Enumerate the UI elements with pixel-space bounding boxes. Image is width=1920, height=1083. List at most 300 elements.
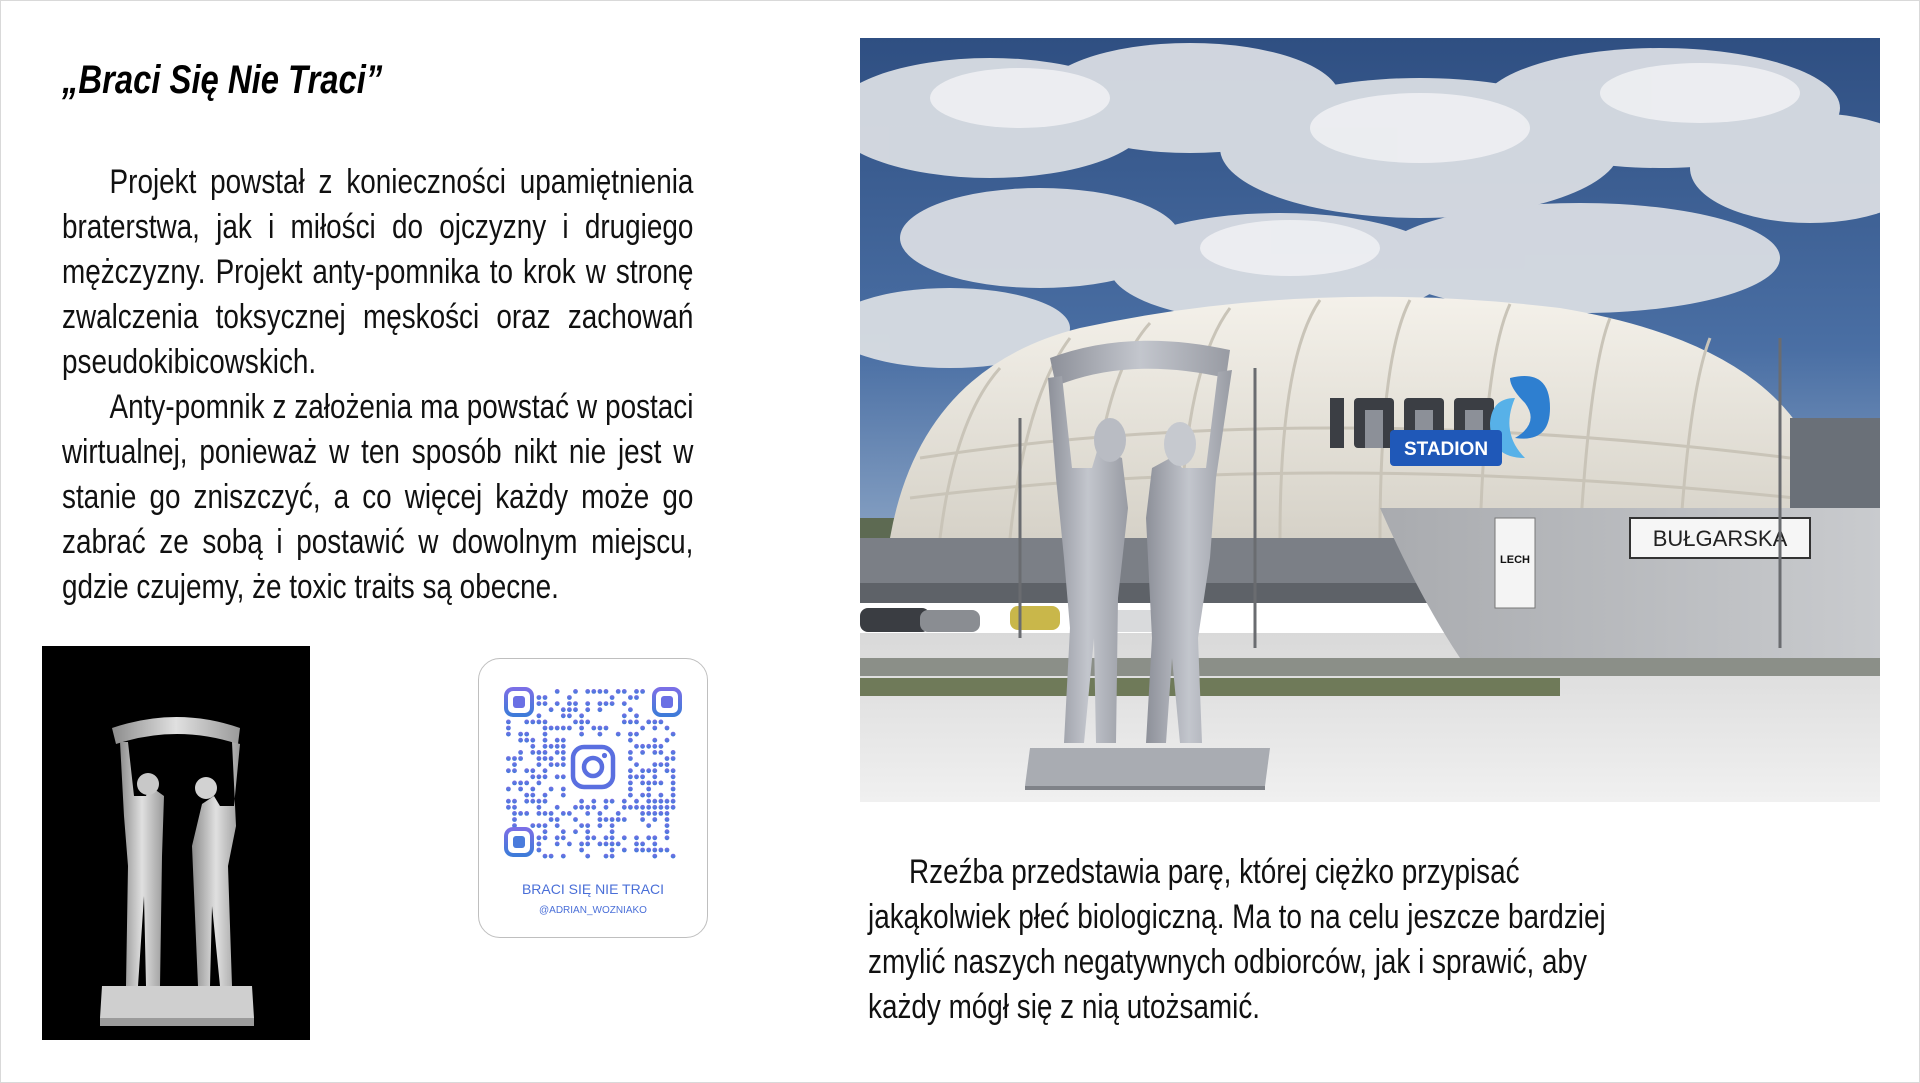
qr-module xyxy=(640,811,645,816)
qr-module xyxy=(622,701,627,706)
qr-module xyxy=(555,726,560,731)
qr-module xyxy=(628,793,633,798)
qr-module xyxy=(518,781,523,786)
qr-module xyxy=(561,756,566,761)
qr-module xyxy=(598,701,603,706)
qr-module xyxy=(604,726,609,731)
qr-module xyxy=(543,695,548,700)
qr-module xyxy=(646,744,651,749)
qr-module xyxy=(537,756,542,761)
qr-module xyxy=(585,823,590,828)
qr-module xyxy=(652,750,657,755)
qr-module xyxy=(634,799,639,804)
qr-module xyxy=(652,805,657,810)
qr-module xyxy=(591,799,596,804)
qr-module xyxy=(579,713,584,718)
qr-module xyxy=(506,799,511,804)
qr-module xyxy=(665,848,670,853)
qr-module xyxy=(549,787,554,792)
qr-module xyxy=(555,689,560,694)
stadium-badge-text: STADION xyxy=(1403,439,1489,460)
qr-module xyxy=(561,726,566,731)
qr-module xyxy=(585,720,590,725)
slide-title: „Braci Się Nie Traci” xyxy=(62,58,383,102)
qr-module xyxy=(543,750,548,755)
qr-module xyxy=(585,842,590,847)
qr-module xyxy=(543,720,548,725)
qr-module xyxy=(665,756,670,761)
qr-module xyxy=(628,750,633,755)
qr-module xyxy=(652,738,657,743)
qr-module xyxy=(561,744,566,749)
qr-module xyxy=(530,787,535,792)
qr-module xyxy=(634,805,639,810)
qr-module xyxy=(665,726,670,731)
qr-module xyxy=(634,774,639,779)
qr-module xyxy=(579,848,584,853)
qr-module xyxy=(561,793,566,798)
qr-module xyxy=(555,835,560,840)
qr-module xyxy=(659,762,664,767)
qr-module xyxy=(573,805,578,810)
qr-module xyxy=(506,720,511,725)
qr-module xyxy=(640,774,645,779)
qr-module xyxy=(555,701,560,706)
qr-module xyxy=(585,689,590,694)
qr-module xyxy=(640,726,645,731)
qr-module xyxy=(591,835,596,840)
qr-module xyxy=(634,762,639,767)
qr-module xyxy=(628,707,633,712)
qr-module xyxy=(561,762,566,767)
qr-module xyxy=(585,811,590,816)
qr-module xyxy=(598,823,603,828)
qr-module xyxy=(537,762,542,767)
qr-handle: @ADRIAN_WOZNIAKO xyxy=(539,905,647,916)
qr-module xyxy=(579,732,584,737)
qr-module xyxy=(634,689,639,694)
qr-module xyxy=(665,768,670,773)
qr-module xyxy=(640,817,645,822)
qr-module xyxy=(604,689,609,694)
qr-module xyxy=(628,774,633,779)
statue-photo xyxy=(42,646,310,1040)
qr-module xyxy=(585,854,590,859)
qr-module xyxy=(604,842,609,847)
qr-module xyxy=(567,713,572,718)
qr-module xyxy=(652,774,657,779)
qr-module xyxy=(518,811,523,816)
qr-module xyxy=(518,732,523,737)
qr-module xyxy=(659,811,664,816)
qr-module xyxy=(604,817,609,822)
qr-module xyxy=(628,738,633,743)
qr-module xyxy=(573,707,578,712)
qr-module xyxy=(561,774,566,779)
intro-text xyxy=(62,160,693,610)
qr-module xyxy=(671,793,676,798)
qr-module xyxy=(652,835,657,840)
qr-module xyxy=(537,701,542,706)
qr-module xyxy=(543,774,548,779)
qr-module xyxy=(537,811,542,816)
qr-module xyxy=(646,823,651,828)
qr-module xyxy=(628,756,633,761)
qr-module xyxy=(646,848,651,853)
qr-module xyxy=(530,793,535,798)
stadium-scene-image xyxy=(860,38,1880,802)
qr-module xyxy=(640,848,645,853)
qr-module xyxy=(543,811,548,816)
statue-figure-image xyxy=(42,646,310,1040)
qr-module xyxy=(652,854,657,859)
qr-module xyxy=(530,738,535,743)
qr-module xyxy=(573,689,578,694)
qr-module xyxy=(604,835,609,840)
qr-module xyxy=(561,811,566,816)
qr-module xyxy=(537,720,542,725)
qr-module xyxy=(610,854,615,859)
qr-module xyxy=(549,744,554,749)
qr-module xyxy=(652,720,657,725)
qr-module xyxy=(628,768,633,773)
qr-module xyxy=(524,793,529,798)
qr-module xyxy=(610,695,615,700)
qr-module xyxy=(610,823,615,828)
qr-module xyxy=(555,774,560,779)
qr-module xyxy=(659,744,664,749)
qr-module xyxy=(573,701,578,706)
qr-module xyxy=(579,842,584,847)
qr-module xyxy=(640,744,645,749)
qr-module xyxy=(640,768,645,773)
qr-module xyxy=(665,805,670,810)
qr-module xyxy=(616,817,621,822)
qr-module xyxy=(537,848,542,853)
qr-module xyxy=(652,762,657,767)
qr-module xyxy=(561,787,566,792)
qr-module xyxy=(567,701,572,706)
qr-module xyxy=(598,842,603,847)
qr-module xyxy=(543,829,548,834)
qr-module xyxy=(665,738,670,743)
qr-module xyxy=(659,781,664,786)
qr-module xyxy=(549,811,554,816)
qr-module xyxy=(585,707,590,712)
qr-module xyxy=(646,720,651,725)
qr-module xyxy=(524,720,529,725)
qr-module xyxy=(646,835,651,840)
qr-module xyxy=(561,750,566,755)
qr-module xyxy=(628,781,633,786)
qr-module xyxy=(543,744,548,749)
qr-module xyxy=(646,781,651,786)
qr-module xyxy=(671,774,676,779)
qr-module xyxy=(537,842,542,847)
qr-module xyxy=(622,720,627,725)
stadium-photo xyxy=(860,38,1880,802)
qr-module xyxy=(555,823,560,828)
qr-module xyxy=(537,799,542,804)
qr-module xyxy=(652,848,657,853)
qr-module xyxy=(567,842,572,847)
qr-module xyxy=(610,842,615,847)
qr-module xyxy=(561,829,566,834)
qr-module xyxy=(579,805,584,810)
qr-module xyxy=(543,756,548,761)
qr-module xyxy=(549,762,554,767)
qr-module xyxy=(622,817,627,822)
qr-module xyxy=(530,744,535,749)
qr-module xyxy=(671,787,676,792)
qr-module xyxy=(616,811,621,816)
qr-module xyxy=(561,854,566,859)
qr-module xyxy=(530,750,535,755)
qr-module xyxy=(543,701,548,706)
qr-module xyxy=(622,799,627,804)
qr-module xyxy=(537,750,542,755)
qr-module xyxy=(640,689,645,694)
qr-module xyxy=(616,732,621,737)
qr-module xyxy=(585,701,590,706)
qr-module xyxy=(610,848,615,853)
qr-module xyxy=(634,835,639,840)
qr-module xyxy=(555,750,560,755)
street-sign-text: BUŁGARSKA xyxy=(1652,526,1788,551)
qr-module xyxy=(512,817,517,822)
qr-module xyxy=(622,689,627,694)
qr-module xyxy=(640,842,645,847)
qr-module xyxy=(598,689,603,694)
qr-module xyxy=(671,781,676,786)
qr-module xyxy=(622,805,627,810)
qr-module xyxy=(634,713,639,718)
qr-module xyxy=(628,732,633,737)
qr-module xyxy=(628,805,633,810)
qr-module xyxy=(518,787,523,792)
qr-module xyxy=(591,805,596,810)
qr-module xyxy=(671,732,676,737)
qr-module xyxy=(555,744,560,749)
qr-module xyxy=(610,701,615,706)
qr-module xyxy=(530,799,535,804)
qr-module xyxy=(512,799,517,804)
description-paragraph: Rzeźba przedstawia parę, której ciężko przypisać jakąkolwiek płeć biologiczną. Ma to na celu jeszcze bardziej zmylić naszych negatywnych odbiorców, jak i sprawić, aby każdy mógł się z nią utożsamić. xyxy=(868,853,1606,1026)
qr-module xyxy=(530,768,535,773)
qr-module xyxy=(652,817,657,822)
qr-module xyxy=(549,726,554,731)
qr-module xyxy=(598,732,603,737)
qr-module xyxy=(573,829,578,834)
qr-module xyxy=(537,713,542,718)
qr-module xyxy=(652,842,657,847)
qr-module xyxy=(549,817,554,822)
qr-module xyxy=(585,835,590,840)
club-sign-text: LECH xyxy=(1500,554,1530,566)
qr-module xyxy=(579,823,584,828)
qr-module xyxy=(561,713,566,718)
qr-module xyxy=(659,799,664,804)
qr-module xyxy=(549,854,554,859)
qr-module xyxy=(537,805,542,810)
qr-module xyxy=(659,750,664,755)
qr-module xyxy=(634,848,639,853)
qr-module xyxy=(671,799,676,804)
qr-module xyxy=(634,744,639,749)
qr-module xyxy=(512,768,517,773)
qr-module xyxy=(671,805,676,810)
qr-module xyxy=(652,799,657,804)
qr-module xyxy=(598,707,603,712)
qr-module xyxy=(640,750,645,755)
qr-module xyxy=(555,805,560,810)
qr-module xyxy=(634,695,639,700)
qr-module xyxy=(634,720,639,725)
qr-module xyxy=(616,689,621,694)
qr-module xyxy=(518,738,523,743)
qr-module xyxy=(598,726,603,731)
qr-module xyxy=(585,829,590,834)
intro-paragraph-2: Anty-pomnik z założenia ma powstać w postaci wirtualnej, ponieważ w ten sposób nikt nie jest w stanie go zniszczyć, a co więcej każdy może go zabrać ze sobą i postawić w dowolnym miejscu, gdzie czujemy, że toxic traits są obecne. xyxy=(62,388,694,606)
qr-module xyxy=(640,781,645,786)
qr-module xyxy=(512,762,517,767)
qr-module xyxy=(665,811,670,816)
qr-module xyxy=(640,805,645,810)
qr-module xyxy=(585,805,590,810)
qr-module xyxy=(512,811,517,816)
qr-module xyxy=(646,787,651,792)
qr-module xyxy=(604,805,609,810)
qr-module xyxy=(561,738,566,743)
qr-module xyxy=(524,732,529,737)
qr-module xyxy=(530,720,535,725)
qr-module xyxy=(646,793,651,798)
qr-module xyxy=(561,835,566,840)
description-text xyxy=(868,850,1622,1030)
qr-module xyxy=(543,738,548,743)
qr-code[interactable] xyxy=(479,659,707,874)
qr-module xyxy=(543,768,548,773)
qr-module xyxy=(622,835,627,840)
qr-module xyxy=(646,811,651,816)
qr-module xyxy=(555,762,560,767)
qr-module xyxy=(567,695,572,700)
qr-module xyxy=(555,842,560,847)
qr-module xyxy=(543,835,548,840)
qr-module xyxy=(616,842,621,847)
qr-module xyxy=(506,756,511,761)
qr-module xyxy=(665,829,670,834)
qr-module xyxy=(524,768,529,773)
qr-module xyxy=(537,774,542,779)
qr-module xyxy=(610,829,615,834)
instagram-qr-card[interactable] xyxy=(478,658,708,938)
qr-module xyxy=(604,701,609,706)
qr-module xyxy=(579,726,584,731)
qr-module xyxy=(549,707,554,712)
qr-module xyxy=(652,726,657,731)
qr-module xyxy=(524,781,529,786)
qr-module xyxy=(518,756,523,761)
qr-module xyxy=(567,707,572,712)
qr-module xyxy=(537,823,542,828)
qr-module xyxy=(640,793,645,798)
qr-title: BRACI SIĘ NIE TRACI xyxy=(521,881,665,897)
qr-module xyxy=(543,799,548,804)
qr-module xyxy=(652,744,657,749)
qr-module xyxy=(530,823,535,828)
qr-module xyxy=(604,799,609,804)
qr-module xyxy=(610,817,615,822)
qr-module xyxy=(591,689,596,694)
qr-module xyxy=(573,720,578,725)
qr-module xyxy=(646,768,651,773)
qr-module xyxy=(665,799,670,804)
qr-module xyxy=(506,768,511,773)
qr-module xyxy=(610,799,615,804)
qr-module xyxy=(646,799,651,804)
qr-module xyxy=(659,848,664,853)
qr-module xyxy=(506,726,511,731)
qr-module xyxy=(506,805,511,810)
qr-module xyxy=(537,695,542,700)
qr-module xyxy=(543,854,548,859)
qr-module xyxy=(622,713,627,718)
qr-module xyxy=(628,720,633,725)
qr-module xyxy=(598,811,603,816)
qr-module xyxy=(652,768,657,773)
qr-module xyxy=(665,817,670,822)
qr-module xyxy=(567,811,572,816)
qr-module xyxy=(537,781,542,786)
qr-module xyxy=(628,695,633,700)
qr-module xyxy=(543,726,548,731)
qr-module xyxy=(634,842,639,847)
intro-paragraph-1: Projekt powstał z konieczności upamiętnienia braterstwa, jak i miłości do ojczyzny i drugiego mężczyzny. Projekt anty-pomnika to krok w stronę zwalczenia toksycznej męskości oraz zachowań pseudokibicowskich. xyxy=(62,163,694,381)
qr-module xyxy=(652,811,657,816)
qr-module xyxy=(543,732,548,737)
qr-module xyxy=(549,756,554,761)
qr-module xyxy=(665,835,670,840)
qr-module xyxy=(506,787,511,792)
qr-module xyxy=(671,768,676,773)
qr-module xyxy=(591,726,596,731)
qr-module xyxy=(524,811,529,816)
qr-module xyxy=(598,817,603,822)
qr-module xyxy=(659,805,664,810)
qr-module xyxy=(512,805,517,810)
qr-module xyxy=(530,774,535,779)
qr-module xyxy=(671,756,676,761)
qr-module xyxy=(646,805,651,810)
qr-module xyxy=(579,720,584,725)
qr-module xyxy=(543,823,548,828)
qr-module xyxy=(610,835,615,840)
qr-module xyxy=(537,835,542,840)
qr-module xyxy=(518,750,523,755)
qr-module xyxy=(573,817,578,822)
qr-module xyxy=(579,799,584,804)
qr-module xyxy=(512,781,517,786)
qr-module xyxy=(555,738,560,743)
qr-module xyxy=(506,732,511,737)
qr-module xyxy=(561,707,566,712)
qr-module xyxy=(652,781,657,786)
qr-module xyxy=(524,738,529,743)
qr-module xyxy=(634,732,639,737)
qr-module xyxy=(665,762,670,767)
qr-module xyxy=(665,823,670,828)
